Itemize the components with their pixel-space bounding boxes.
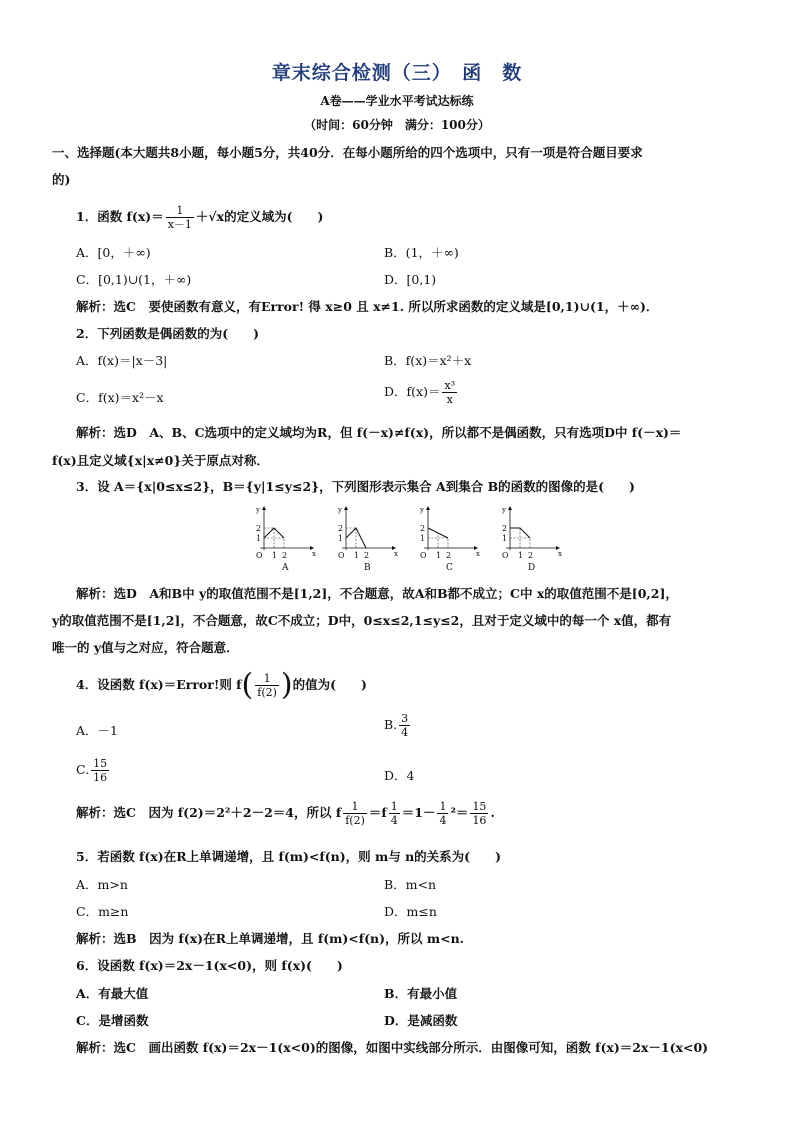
graph-a-caption: A [282, 563, 289, 573]
graph-d-caption: D [528, 563, 536, 573]
q4-option-b-pre: B. [384, 717, 398, 732]
q1-option-d: D．[0,1) [384, 272, 437, 287]
q4-option-c [76, 757, 111, 784]
q2-analysis-line2: f(x)且定义域{x|x≠0}关于原点对称． [52, 453, 269, 468]
q4-analysis [76, 800, 495, 827]
graph-c-y-label: y [420, 506, 424, 514]
graph-d-x-label: x [558, 550, 562, 558]
q6-option-d: D．是减函数 [384, 1013, 458, 1028]
graph-a-tick-y2: 2 [256, 524, 262, 533]
graph-b-tick-y1: 1 [338, 534, 344, 543]
q1-option-c: C．[0,1)∪(1，＋∞) [76, 272, 192, 287]
q4-analysis-frac2-num: 1 [390, 800, 398, 813]
graph-c-caption: C [446, 563, 453, 573]
q4-option-b [384, 712, 412, 739]
graph-a-origin-label: O [256, 551, 263, 560]
graph-b-tick-x2: 2 [364, 551, 370, 560]
q4-option-a: A．－1 [76, 723, 118, 738]
q4-option-c-pre: C. [76, 762, 90, 777]
section-heading-line2: 的) [52, 172, 71, 187]
q4-option-d: D．4 [384, 768, 415, 783]
q4-stem [76, 667, 367, 703]
graph-b-curve [346, 528, 366, 548]
q4-analysis-end: . [490, 805, 495, 820]
q3-analysis-line3: 唯一的 y值与之对应，符合题意． [52, 640, 239, 655]
q4-option-c-fraction [91, 757, 109, 784]
q6-option-c: C．是增函数 [76, 1013, 149, 1028]
graph-d-origin-label: O [502, 551, 509, 560]
q4-fraction [255, 672, 279, 699]
graph-c-y-arrow [426, 506, 430, 510]
q4-option-c-den: 16 [93, 771, 108, 784]
q1-frac-num: 1 [166, 204, 194, 218]
q2-option-d-num: x³ [444, 379, 456, 392]
q2-option-b: B．f(x)＝x²＋x [384, 353, 472, 368]
q2-stem: 2．下列函数是偶函数的为( ) [76, 326, 260, 341]
q4-frac-den: f(2) [257, 686, 277, 699]
q4-option-b-num: 3 [401, 712, 409, 725]
q5-option-c: C．m≥n [76, 904, 129, 919]
q2-option-d-fraction [442, 379, 457, 406]
q2-analysis-line1: 解析：选D A、B、C选项中的定义域均为R，但 f(－x)≠f(x)，所以都不是偶函数，只有选项D中 f(－x)＝ [76, 425, 682, 440]
q1-stem-pre: 1．函数 f(x)＝ [76, 209, 164, 224]
graph-b-x-label: x [394, 550, 398, 558]
q2-option-d-den: x [446, 393, 453, 406]
page-title: 章末综合检测（三） 函 数 [271, 62, 523, 84]
exam-subtitle: A卷——学业水平考试达标练 [320, 94, 474, 108]
graph-b-y-arrow [344, 506, 348, 510]
q3-graphs-svg [250, 504, 570, 576]
q5-analysis: 解析：选B 因为 f(x)在R上单调递增，且 f(m)<f(n)，所以 m<n. [76, 931, 465, 946]
graph-d-tick-x2: 2 [528, 551, 534, 560]
q4-analysis-frac1-num: 1 [343, 800, 367, 814]
q2-option-d [384, 379, 459, 406]
q1-frac-den: x－1 [167, 218, 192, 231]
graph-d-tick-y1: 1 [502, 534, 508, 543]
q4-analysis-frac4-num: 15 [472, 800, 487, 813]
graph-a-y-label: y [256, 506, 260, 514]
q4-paren-left: ( [241, 667, 254, 703]
q4-analysis-mid2: ＝1－ [401, 805, 436, 820]
q4-paren-right: ) [280, 667, 293, 703]
q1-analysis: 解析：选C 要使函数有意义，有Error! 得 x≥0 且 x≠1. 所以所求函数的定义域是[0,1)∪(1，＋∞)． [76, 299, 659, 314]
q4-analysis-mid1: ＝f [368, 805, 387, 820]
graph-a-tick-x1: 1 [272, 551, 278, 560]
exam-timing: （时间：60分钟 满分：100分） [304, 118, 490, 132]
q4-analysis-frac1-den: f(2) [345, 814, 365, 827]
q4-analysis-frac3-den: 4 [439, 814, 447, 827]
q1-stem [76, 204, 754, 231]
graph-c-x-label: x [476, 550, 480, 558]
q4-analysis-frac4-den: 16 [472, 814, 487, 827]
graph-a-y-arrow [262, 506, 266, 510]
graph-d-y-arrow [508, 506, 512, 510]
graph-b-y-label: y [338, 506, 342, 514]
graph-d-tick-y2: 2 [502, 524, 508, 533]
graph-a-x-label: x [312, 550, 316, 558]
graph-c-origin-label: O [420, 551, 427, 560]
q4-analysis-frac2-den: 4 [390, 814, 398, 827]
q4-analysis-frac4 [470, 800, 488, 827]
q1-stem-post: ＋√x的定义域为( ) [195, 209, 324, 224]
q4-analysis-mid3: ²＝ [450, 805, 469, 820]
q3-graph-options [250, 504, 570, 576]
graph-b-origin-label: O [338, 551, 345, 560]
q5-option-d: D．m≤n [384, 904, 437, 919]
q4-analysis-frac2 [389, 800, 400, 827]
q4-analysis-frac1 [343, 800, 367, 827]
q3-stem: 3．设 A＝{x|0≤x≤2}，B＝{y|1≤y≤2}，下列图形表示集合 A到集合 B的函数的图像的是( ) [76, 479, 635, 494]
q3-analysis-line1: 解析：选D A和B中 y的取值范围不是[1,2]，不合题意，故A和B都不成立；C中 x的取值范围不是[0,2]， [76, 586, 678, 601]
q4-frac-num: 1 [255, 672, 279, 686]
graph-d-y-label: y [502, 506, 506, 514]
q1-fraction [166, 204, 194, 231]
q1-option-a: A．[0，＋∞) [76, 245, 151, 260]
q4-stem-pre: 4．设函数 f(x)＝Error!则 f [76, 677, 242, 692]
q3-analysis-line2: y的取值范围不是[1,2]，不合题意，故C不成立；D中，0≤x≤2,1≤y≤2，且对于定义域中的每一个 x值，都有 [52, 613, 672, 628]
graph-a-tick-x2: 2 [282, 551, 288, 560]
section-heading-line1: 一、选择题(本大题共8小题，每小题5分，共40分．在每小题所给的四个选项中，只有一项是符合题目要求 [52, 145, 643, 160]
q2-option-c: C．f(x)＝x²－x [76, 390, 164, 405]
q6-option-a: A．有最大值 [76, 986, 149, 1001]
q6-analysis: 解析：选C 画出函数 f(x)＝2x－1(x<0)的图像，如图中实线部分所示．由图像可知，函数 f(x)＝2x－1(x<0) [76, 1040, 709, 1055]
q4-analysis-frac3-num: 1 [439, 800, 447, 813]
graph-d-tick-x1: 1 [518, 551, 524, 560]
q2-option-d-pre: D．f(x)＝ [384, 384, 441, 399]
q4-option-b-den: 4 [401, 726, 409, 739]
q1-option-b: B．(1，＋∞) [384, 245, 459, 260]
graph-b-tick-y2: 2 [338, 524, 344, 533]
q6-stem: 6．设函数 f(x)＝2x－1(x<0)，则 f(x)( ) [76, 958, 343, 973]
graph-b-caption: B [364, 563, 371, 573]
q4-option-c-num: 15 [93, 757, 108, 770]
q5-stem: 5．若函数 f(x)在R上单调递增，且 f(m)<f(n)，则 m与 n的关系为( ) [76, 849, 501, 864]
q5-option-a: A．m>n [76, 877, 128, 892]
graph-a-tick-y1: 1 [256, 534, 262, 543]
q6-option-b: B．有最小值 [384, 986, 458, 1001]
q4-option-b-fraction [399, 712, 410, 739]
graph-c-tick-x2: 2 [446, 551, 452, 560]
graph-c-tick-y1: 1 [420, 534, 426, 543]
graph-b-tick-x1: 1 [354, 551, 360, 560]
graph-c-tick-y2: 2 [420, 524, 426, 533]
q4-analysis-frac3 [437, 800, 448, 827]
graph-c-tick-x1: 1 [436, 551, 442, 560]
q4-analysis-pre: 解析：选C 因为 f(2)＝2²＋2－2＝4，所以 f [76, 805, 342, 820]
q5-option-b: B．m<n [384, 877, 437, 892]
q4-stem-post: 的值为( ) [292, 677, 367, 692]
q2-option-a: A．f(x)＝|x－3| [76, 353, 168, 368]
